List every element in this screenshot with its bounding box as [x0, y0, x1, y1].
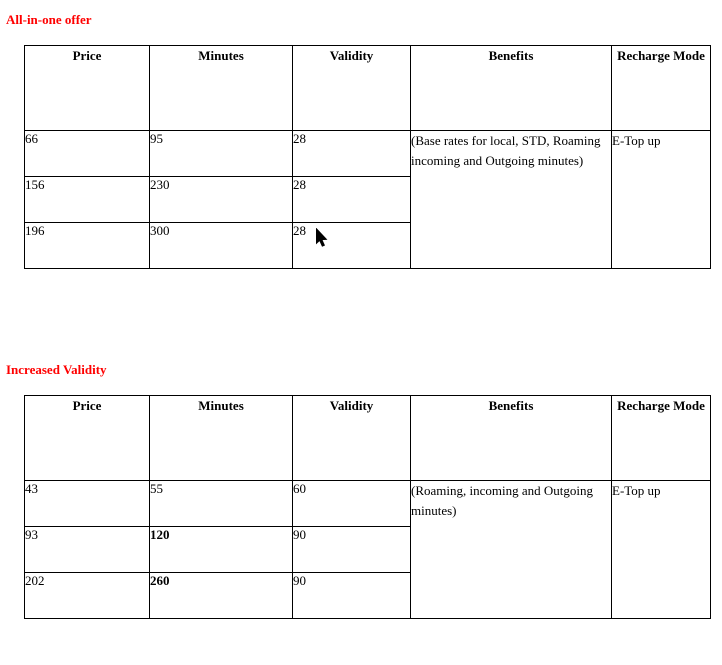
cell-validity: 90 [293, 527, 411, 573]
column-header-benefits: Benefits [411, 396, 612, 481]
cell-benefits: (Roaming, incoming and Outgoing minutes) [411, 481, 612, 619]
cell-minutes: 55 [150, 481, 293, 527]
table-row [25, 131, 711, 177]
column-header-price: Price [25, 396, 150, 481]
column-header-minutes: Minutes [150, 46, 293, 131]
cell-minutes: 300 [150, 223, 293, 269]
cell-minutes: 260 [150, 573, 293, 619]
cell-minutes: 230 [150, 177, 293, 223]
cell-minutes: 120 [150, 527, 293, 573]
cell-price: 156 [25, 177, 150, 223]
column-header-minutes: Minutes [150, 396, 293, 481]
cell-validity: 60 [293, 481, 411, 527]
column-header-recharge-mode: Recharge Mode [612, 46, 711, 131]
cell-price: 93 [25, 527, 150, 573]
cell-validity: 28 [293, 223, 411, 269]
cell-recharge-mode: E-Top up [612, 131, 711, 269]
table-header-row [25, 46, 711, 131]
cell-benefits: (Base rates for local, STD, Roaming incoming and Outgoing minutes) [411, 131, 612, 269]
cell-price: 196 [25, 223, 150, 269]
cell-price: 66 [25, 131, 150, 177]
table-header-row [25, 396, 711, 481]
column-header-recharge-mode: Recharge Mode [612, 396, 711, 481]
offer-table-increased-validity [24, 395, 711, 619]
cell-validity: 28 [293, 177, 411, 223]
cell-validity: 28 [293, 131, 411, 177]
column-header-price: Price [25, 46, 150, 131]
table-row [25, 481, 711, 527]
section-title-all-in-one: All-in-one offer [6, 12, 92, 27]
cell-minutes: 95 [150, 131, 293, 177]
column-header-benefits: Benefits [411, 46, 612, 131]
column-header-validity: Validity [293, 396, 411, 481]
cell-validity: 90 [293, 573, 411, 619]
section-title-increased-validity: Increased Validity [6, 362, 107, 377]
cell-price: 202 [25, 573, 150, 619]
offer-table-all-in-one [24, 45, 711, 269]
column-header-validity: Validity [293, 46, 411, 131]
cell-price: 43 [25, 481, 150, 527]
cell-recharge-mode: E-Top up [612, 481, 711, 619]
